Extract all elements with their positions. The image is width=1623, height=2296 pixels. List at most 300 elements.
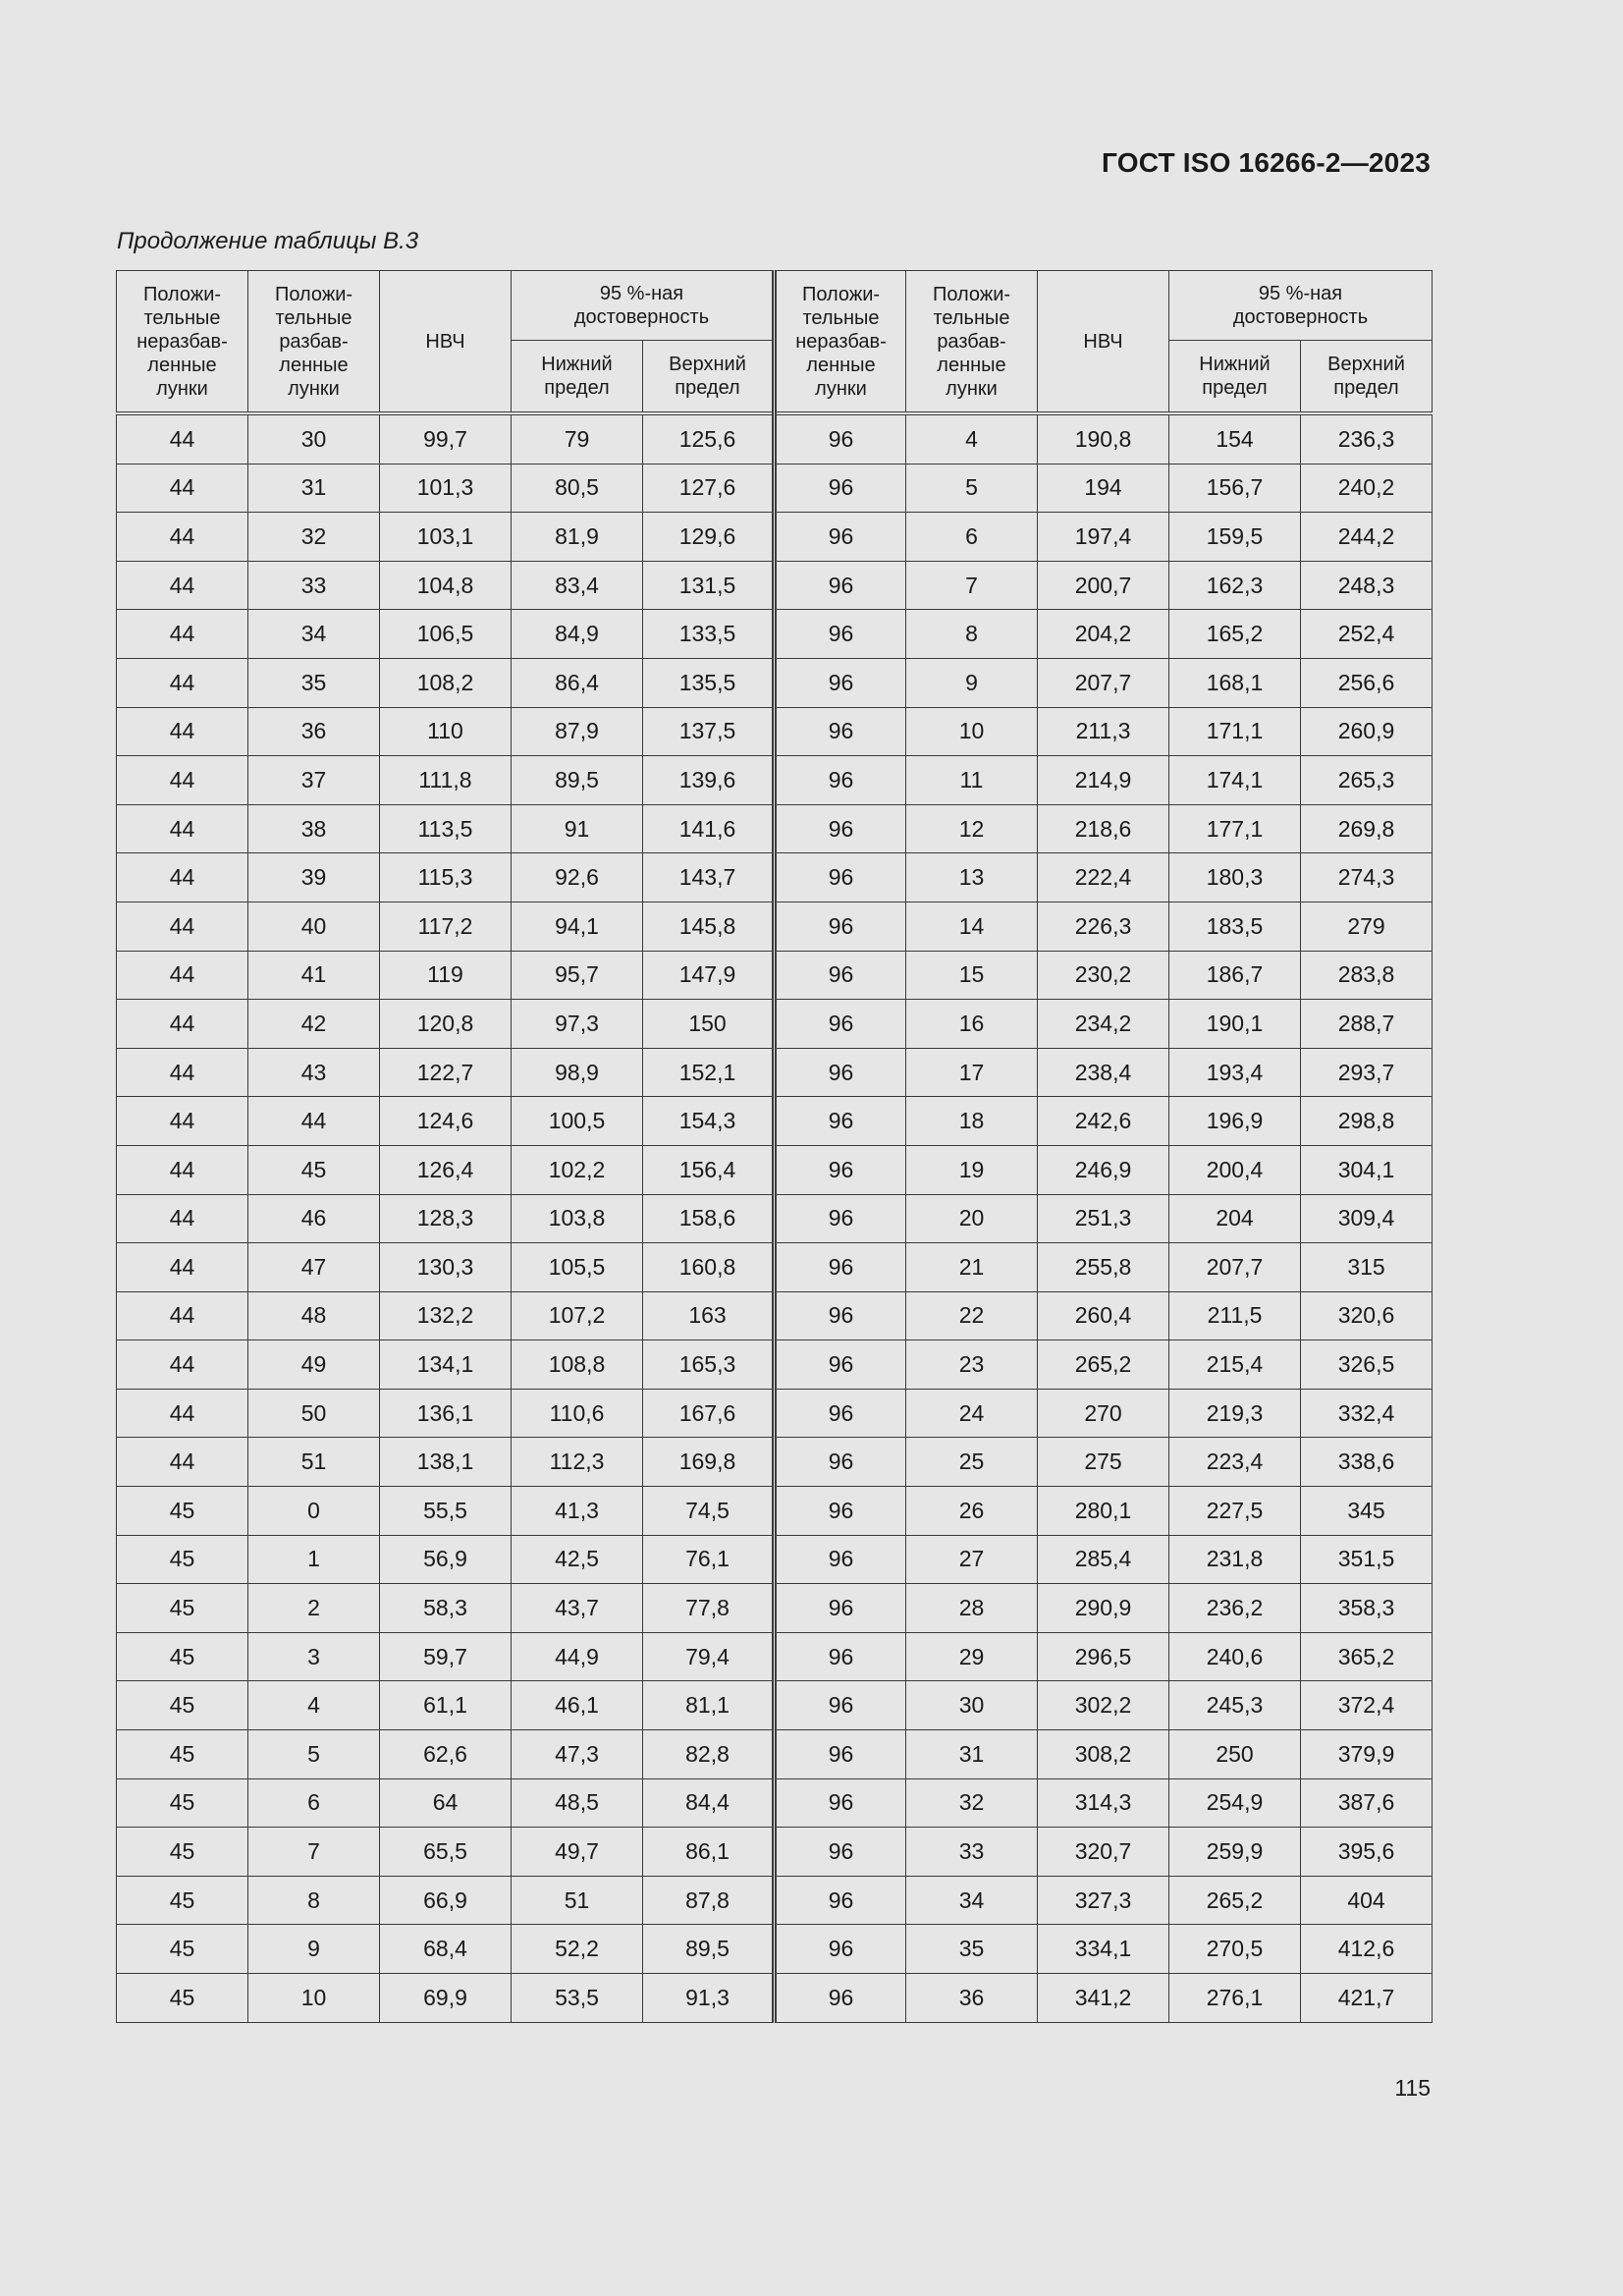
table-cell: 101,3 xyxy=(380,464,512,513)
table-cell: 100,5 xyxy=(512,1097,643,1146)
table-cell: 50 xyxy=(248,1389,380,1438)
table-cell: 265,3 xyxy=(1301,756,1433,805)
table-cell: 87,9 xyxy=(512,707,643,756)
table-cell: 102,2 xyxy=(512,1145,643,1194)
table-cell: 200,4 xyxy=(1169,1145,1301,1194)
table-cell: 92,6 xyxy=(512,853,643,902)
table-row xyxy=(117,902,1433,951)
table-row xyxy=(117,1730,1433,1779)
table-cell: 165,3 xyxy=(643,1340,775,1390)
table-cell: 46,1 xyxy=(512,1681,643,1730)
table-cell: 298,8 xyxy=(1301,1097,1433,1146)
table-row xyxy=(117,1145,1433,1194)
table-cell: 44 xyxy=(117,561,248,610)
table-row xyxy=(117,413,1433,464)
table-cell: 96 xyxy=(775,1487,906,1536)
table-cell: 8 xyxy=(248,1876,380,1925)
table-cell: 52,2 xyxy=(512,1925,643,1974)
table-cell: 22 xyxy=(906,1291,1038,1340)
table-cell: 89,5 xyxy=(643,1925,775,1974)
table-cell: 65,5 xyxy=(380,1828,512,1877)
table-row xyxy=(117,1828,1433,1877)
table-cell: 275 xyxy=(1038,1438,1169,1487)
table-body xyxy=(117,413,1433,2022)
table-cell: 77,8 xyxy=(643,1584,775,1633)
table-cell: 33 xyxy=(906,1828,1038,1877)
table-cell: 15 xyxy=(906,951,1038,1000)
table-cell: 387,6 xyxy=(1301,1778,1433,1828)
table-cell: 96 xyxy=(775,513,906,562)
table-cell: 96 xyxy=(775,1243,906,1292)
table-cell: 95,7 xyxy=(512,951,643,1000)
table-cell: 200,7 xyxy=(1038,561,1169,610)
table-cell: 81,1 xyxy=(643,1681,775,1730)
table-cell: 44 xyxy=(117,1000,248,1049)
table-row xyxy=(117,1974,1433,2023)
table-cell: 207,7 xyxy=(1169,1243,1301,1292)
table-cell: 44,9 xyxy=(512,1632,643,1681)
table-row xyxy=(117,1925,1433,1974)
table-cell: 6 xyxy=(906,513,1038,562)
table-cell: 59,7 xyxy=(380,1632,512,1681)
table-cell: 103,8 xyxy=(512,1194,643,1243)
table-cell: 56,9 xyxy=(380,1535,512,1584)
table-cell: 45 xyxy=(117,1974,248,2023)
table-cell: 174,1 xyxy=(1169,756,1301,805)
table-cell: 44 xyxy=(117,1048,248,1097)
table-cell: 45 xyxy=(117,1535,248,1584)
table-cell: 207,7 xyxy=(1038,658,1169,707)
table-cell: 226,3 xyxy=(1038,902,1169,951)
table-cell: 138,1 xyxy=(380,1438,512,1487)
table-cell: 139,6 xyxy=(643,756,775,805)
table-cell: 47 xyxy=(248,1243,380,1292)
table-cell: 28 xyxy=(906,1584,1038,1633)
table-cell: 96 xyxy=(775,902,906,951)
table-cell: 320,7 xyxy=(1038,1828,1169,1877)
table-cell: 197,4 xyxy=(1038,513,1169,562)
table-cell: 129,6 xyxy=(643,513,775,562)
table-cell: 134,1 xyxy=(380,1340,512,1390)
data-table xyxy=(116,270,1433,2023)
table-cell: 117,2 xyxy=(380,902,512,951)
col-header-mpn: НВЧ xyxy=(380,271,512,414)
table-row xyxy=(117,1097,1433,1146)
table-cell: 141,6 xyxy=(643,804,775,853)
table-cell: 145,8 xyxy=(643,902,775,951)
table-cell: 9 xyxy=(906,658,1038,707)
table-cell: 412,6 xyxy=(1301,1925,1433,1974)
table-cell: 8 xyxy=(906,610,1038,659)
table-cell: 270 xyxy=(1038,1389,1169,1438)
table-row xyxy=(117,1681,1433,1730)
table-cell: 154 xyxy=(1169,413,1301,464)
table-row xyxy=(117,1438,1433,1487)
table-cell: 190,1 xyxy=(1169,1000,1301,1049)
table-cell: 240,6 xyxy=(1169,1632,1301,1681)
table-cell: 96 xyxy=(775,1681,906,1730)
table-cell: 3 xyxy=(248,1632,380,1681)
table-cell: 91 xyxy=(512,804,643,853)
col-header-positive-undiluted: Положи- тельные неразбав- ленные лунки xyxy=(117,271,248,414)
table-cell: 135,5 xyxy=(643,658,775,707)
table-cell: 194 xyxy=(1038,464,1169,513)
table-cell: 296,5 xyxy=(1038,1632,1169,1681)
table-cell: 44 xyxy=(117,707,248,756)
table-cell: 96 xyxy=(775,610,906,659)
table-cell: 156,7 xyxy=(1169,464,1301,513)
table-cell: 265,2 xyxy=(1038,1340,1169,1390)
table-cell: 251,3 xyxy=(1038,1194,1169,1243)
table-cell: 44 xyxy=(117,804,248,853)
table-cell: 48,5 xyxy=(512,1778,643,1828)
table-cell: 19 xyxy=(906,1145,1038,1194)
table-cell: 96 xyxy=(775,1194,906,1243)
table-cell: 131,5 xyxy=(643,561,775,610)
table-cell: 48 xyxy=(248,1291,380,1340)
table-cell: 44 xyxy=(117,1243,248,1292)
table-cell: 5 xyxy=(906,464,1038,513)
table-cell: 96 xyxy=(775,1048,906,1097)
table-cell: 293,7 xyxy=(1301,1048,1433,1097)
table-cell: 42,5 xyxy=(512,1535,643,1584)
table-cell: 34 xyxy=(906,1876,1038,1925)
table-cell: 162,3 xyxy=(1169,561,1301,610)
table-cell: 43,7 xyxy=(512,1584,643,1633)
table-cell: 96 xyxy=(775,707,906,756)
table-cell: 13 xyxy=(906,853,1038,902)
table-cell: 89,5 xyxy=(512,756,643,805)
table-cell: 227,5 xyxy=(1169,1487,1301,1536)
table-row xyxy=(117,951,1433,1000)
table-cell: 45 xyxy=(117,1730,248,1779)
table-cell: 31 xyxy=(248,464,380,513)
table-caption: Продолжение таблицы В.3 xyxy=(117,228,419,254)
table-cell: 20 xyxy=(906,1194,1038,1243)
table-cell: 274,3 xyxy=(1301,853,1433,902)
table-header xyxy=(117,271,1433,414)
table-cell: 44 xyxy=(117,1097,248,1146)
table-cell: 44 xyxy=(117,1438,248,1487)
table-cell: 246,9 xyxy=(1038,1145,1169,1194)
table-cell: 150 xyxy=(643,1000,775,1049)
table-cell: 309,4 xyxy=(1301,1194,1433,1243)
table-cell: 341,2 xyxy=(1038,1974,1169,2023)
table-cell: 76,1 xyxy=(643,1535,775,1584)
table-cell: 211,5 xyxy=(1169,1291,1301,1340)
table-cell: 96 xyxy=(775,1974,906,2023)
table-cell: 96 xyxy=(775,1000,906,1049)
table-cell: 236,2 xyxy=(1169,1584,1301,1633)
table-cell: 6 xyxy=(248,1778,380,1828)
table-cell: 36 xyxy=(248,707,380,756)
table-cell: 234,2 xyxy=(1038,1000,1169,1049)
table-cell: 11 xyxy=(906,756,1038,805)
table-cell: 12 xyxy=(906,804,1038,853)
table-cell: 124,6 xyxy=(380,1097,512,1146)
table-cell: 68,4 xyxy=(380,1925,512,1974)
table-cell: 269,8 xyxy=(1301,804,1433,853)
table-cell: 37 xyxy=(248,756,380,805)
table-cell: 44 xyxy=(117,513,248,562)
table-cell: 45 xyxy=(117,1681,248,1730)
table-cell: 218,6 xyxy=(1038,804,1169,853)
table-cell: 334,1 xyxy=(1038,1925,1169,1974)
table-cell: 21 xyxy=(906,1243,1038,1292)
table-cell: 55,5 xyxy=(380,1487,512,1536)
table-cell: 9 xyxy=(248,1925,380,1974)
table-cell: 169,8 xyxy=(643,1438,775,1487)
table-cell: 39 xyxy=(248,853,380,902)
table-row xyxy=(117,610,1433,659)
col-header-upper: Верхний предел xyxy=(643,341,775,414)
table-row xyxy=(117,1389,1433,1438)
table-cell: 244,2 xyxy=(1301,513,1433,562)
table-cell: 230,2 xyxy=(1038,951,1169,1000)
table-cell: 372,4 xyxy=(1301,1681,1433,1730)
table-cell: 104,8 xyxy=(380,561,512,610)
table-cell: 260,4 xyxy=(1038,1291,1169,1340)
table-cell: 44 xyxy=(117,610,248,659)
table-cell: 130,3 xyxy=(380,1243,512,1292)
col-header-confidence-2: 95 %-ная достоверность xyxy=(1169,271,1433,341)
table-row xyxy=(117,1000,1433,1049)
table-cell: 33 xyxy=(248,561,380,610)
table-cell: 196,9 xyxy=(1169,1097,1301,1146)
table-cell: 154,3 xyxy=(643,1097,775,1146)
table-cell: 91,3 xyxy=(643,1974,775,2023)
table-cell: 96 xyxy=(775,1778,906,1828)
table-cell: 332,4 xyxy=(1301,1389,1433,1438)
table-cell: 395,6 xyxy=(1301,1828,1433,1877)
col-header-lower-2: Нижний предел xyxy=(1169,341,1301,414)
table-cell: 163 xyxy=(643,1291,775,1340)
table-cell: 421,7 xyxy=(1301,1974,1433,2023)
table-row xyxy=(117,1876,1433,1925)
table-cell: 215,4 xyxy=(1169,1340,1301,1390)
table-cell: 183,5 xyxy=(1169,902,1301,951)
table-cell: 302,2 xyxy=(1038,1681,1169,1730)
table-row xyxy=(117,1584,1433,1633)
table-cell: 96 xyxy=(775,804,906,853)
table-cell: 40 xyxy=(248,902,380,951)
table-cell: 223,4 xyxy=(1169,1438,1301,1487)
table-cell: 283,8 xyxy=(1301,951,1433,1000)
table-cell: 35 xyxy=(248,658,380,707)
table-cell: 204 xyxy=(1169,1194,1301,1243)
table-cell: 252,4 xyxy=(1301,610,1433,659)
table-cell: 30 xyxy=(248,413,380,464)
table-cell: 288,7 xyxy=(1301,1000,1433,1049)
table-cell: 26 xyxy=(906,1487,1038,1536)
table-cell: 96 xyxy=(775,413,906,464)
table-cell: 211,3 xyxy=(1038,707,1169,756)
data-table-container xyxy=(116,270,1432,2023)
table-cell: 260,9 xyxy=(1301,707,1433,756)
table-cell: 115,3 xyxy=(380,853,512,902)
table-cell: 96 xyxy=(775,853,906,902)
table-cell: 27 xyxy=(906,1535,1038,1584)
table-cell: 250 xyxy=(1169,1730,1301,1779)
table-cell: 79 xyxy=(512,413,643,464)
table-cell: 44 xyxy=(117,464,248,513)
table-cell: 143,7 xyxy=(643,853,775,902)
table-cell: 108,2 xyxy=(380,658,512,707)
table-cell: 315 xyxy=(1301,1243,1433,1292)
table-cell: 99,7 xyxy=(380,413,512,464)
table-cell: 365,2 xyxy=(1301,1632,1433,1681)
table-row xyxy=(117,1632,1433,1681)
table-cell: 327,3 xyxy=(1038,1876,1169,1925)
table-cell: 231,8 xyxy=(1169,1535,1301,1584)
table-cell: 147,9 xyxy=(643,951,775,1000)
table-cell: 358,3 xyxy=(1301,1584,1433,1633)
table-cell: 36 xyxy=(906,1974,1038,2023)
table-cell: 23 xyxy=(906,1340,1038,1390)
table-cell: 133,5 xyxy=(643,610,775,659)
table-cell: 4 xyxy=(906,413,1038,464)
table-cell: 82,8 xyxy=(643,1730,775,1779)
table-cell: 120,8 xyxy=(380,1000,512,1049)
table-cell: 1 xyxy=(248,1535,380,1584)
table-cell: 96 xyxy=(775,1340,906,1390)
table-cell: 326,5 xyxy=(1301,1340,1433,1390)
page-number: 115 xyxy=(1394,2075,1431,2101)
table-row xyxy=(117,1535,1433,1584)
table-cell: 122,7 xyxy=(380,1048,512,1097)
table-cell: 96 xyxy=(775,1632,906,1681)
table-cell: 265,2 xyxy=(1169,1876,1301,1925)
table-row xyxy=(117,707,1433,756)
table-row xyxy=(117,658,1433,707)
table-cell: 111,8 xyxy=(380,756,512,805)
table-cell: 204,2 xyxy=(1038,610,1169,659)
table-cell: 240,2 xyxy=(1301,464,1433,513)
table-cell: 80,5 xyxy=(512,464,643,513)
table-cell: 61,1 xyxy=(380,1681,512,1730)
table-cell: 180,3 xyxy=(1169,853,1301,902)
table-cell: 32 xyxy=(248,513,380,562)
table-cell: 110 xyxy=(380,707,512,756)
table-cell: 379,9 xyxy=(1301,1730,1433,1779)
table-cell: 254,9 xyxy=(1169,1778,1301,1828)
table-cell: 96 xyxy=(775,1876,906,1925)
table-cell: 81,9 xyxy=(512,513,643,562)
table-cell: 96 xyxy=(775,464,906,513)
table-cell: 259,9 xyxy=(1169,1828,1301,1877)
table-cell: 44 xyxy=(117,756,248,805)
table-cell: 236,3 xyxy=(1301,413,1433,464)
table-cell: 186,7 xyxy=(1169,951,1301,1000)
table-cell: 69,9 xyxy=(380,1974,512,2023)
table-row xyxy=(117,513,1433,562)
table-cell: 18 xyxy=(906,1097,1038,1146)
table-cell: 4 xyxy=(248,1681,380,1730)
table-cell: 45 xyxy=(117,1828,248,1877)
table-cell: 30 xyxy=(906,1681,1038,1730)
table-cell: 58,3 xyxy=(380,1584,512,1633)
table-row xyxy=(117,804,1433,853)
table-cell: 152,1 xyxy=(643,1048,775,1097)
table-cell: 137,5 xyxy=(643,707,775,756)
table-cell: 106,5 xyxy=(380,610,512,659)
table-cell: 219,3 xyxy=(1169,1389,1301,1438)
col-header-positive-diluted-2: Положи- тельные разбав- ленные лунки xyxy=(906,271,1038,414)
table-cell: 35 xyxy=(906,1925,1038,1974)
table-cell: 84,4 xyxy=(643,1778,775,1828)
table-row xyxy=(117,1194,1433,1243)
table-cell: 44 xyxy=(117,658,248,707)
table-cell: 96 xyxy=(775,561,906,610)
table-cell: 96 xyxy=(775,1291,906,1340)
table-cell: 25 xyxy=(906,1438,1038,1487)
table-cell: 108,8 xyxy=(512,1340,643,1390)
table-cell: 34 xyxy=(248,610,380,659)
table-row xyxy=(117,1487,1433,1536)
table-cell: 16 xyxy=(906,1000,1038,1049)
table-cell: 62,6 xyxy=(380,1730,512,1779)
table-cell: 105,5 xyxy=(512,1243,643,1292)
table-cell: 167,6 xyxy=(643,1389,775,1438)
table-cell: 96 xyxy=(775,658,906,707)
table-cell: 44 xyxy=(117,1340,248,1390)
table-cell: 66,9 xyxy=(380,1876,512,1925)
table-cell: 43 xyxy=(248,1048,380,1097)
table-cell: 280,1 xyxy=(1038,1487,1169,1536)
table-cell: 86,4 xyxy=(512,658,643,707)
table-cell: 7 xyxy=(248,1828,380,1877)
table-cell: 49,7 xyxy=(512,1828,643,1877)
table-cell: 47,3 xyxy=(512,1730,643,1779)
table-cell: 128,3 xyxy=(380,1194,512,1243)
table-cell: 5 xyxy=(248,1730,380,1779)
table-cell: 98,9 xyxy=(512,1048,643,1097)
table-cell: 97,3 xyxy=(512,1000,643,1049)
table-cell: 51 xyxy=(512,1876,643,1925)
table-cell: 171,1 xyxy=(1169,707,1301,756)
table-cell: 74,5 xyxy=(643,1487,775,1536)
table-cell: 44 xyxy=(117,1291,248,1340)
table-cell: 44 xyxy=(117,1145,248,1194)
table-cell: 45 xyxy=(117,1876,248,1925)
table-cell: 404 xyxy=(1301,1876,1433,1925)
table-cell: 222,4 xyxy=(1038,853,1169,902)
table-cell: 107,2 xyxy=(512,1291,643,1340)
table-cell: 110,6 xyxy=(512,1389,643,1438)
table-cell: 44 xyxy=(117,853,248,902)
table-cell: 96 xyxy=(775,1389,906,1438)
col-header-lower: Нижний предел xyxy=(512,341,643,414)
document-code: ГОСТ ISO 16266-2—2023 xyxy=(1102,147,1431,178)
table-cell: 160,8 xyxy=(643,1243,775,1292)
table-cell: 45 xyxy=(117,1632,248,1681)
table-cell: 44 xyxy=(117,1194,248,1243)
table-cell: 96 xyxy=(775,1828,906,1877)
table-cell: 314,3 xyxy=(1038,1778,1169,1828)
table-row xyxy=(117,1291,1433,1340)
table-cell: 44 xyxy=(117,413,248,464)
table-cell: 159,5 xyxy=(1169,513,1301,562)
table-cell: 255,8 xyxy=(1038,1243,1169,1292)
table-row xyxy=(117,1048,1433,1097)
table-cell: 24 xyxy=(906,1389,1038,1438)
table-cell: 276,1 xyxy=(1169,1974,1301,2023)
table-cell: 96 xyxy=(775,1097,906,1146)
table-cell: 45 xyxy=(248,1145,380,1194)
table-cell: 112,3 xyxy=(512,1438,643,1487)
table-cell: 193,4 xyxy=(1169,1048,1301,1097)
table-cell: 17 xyxy=(906,1048,1038,1097)
